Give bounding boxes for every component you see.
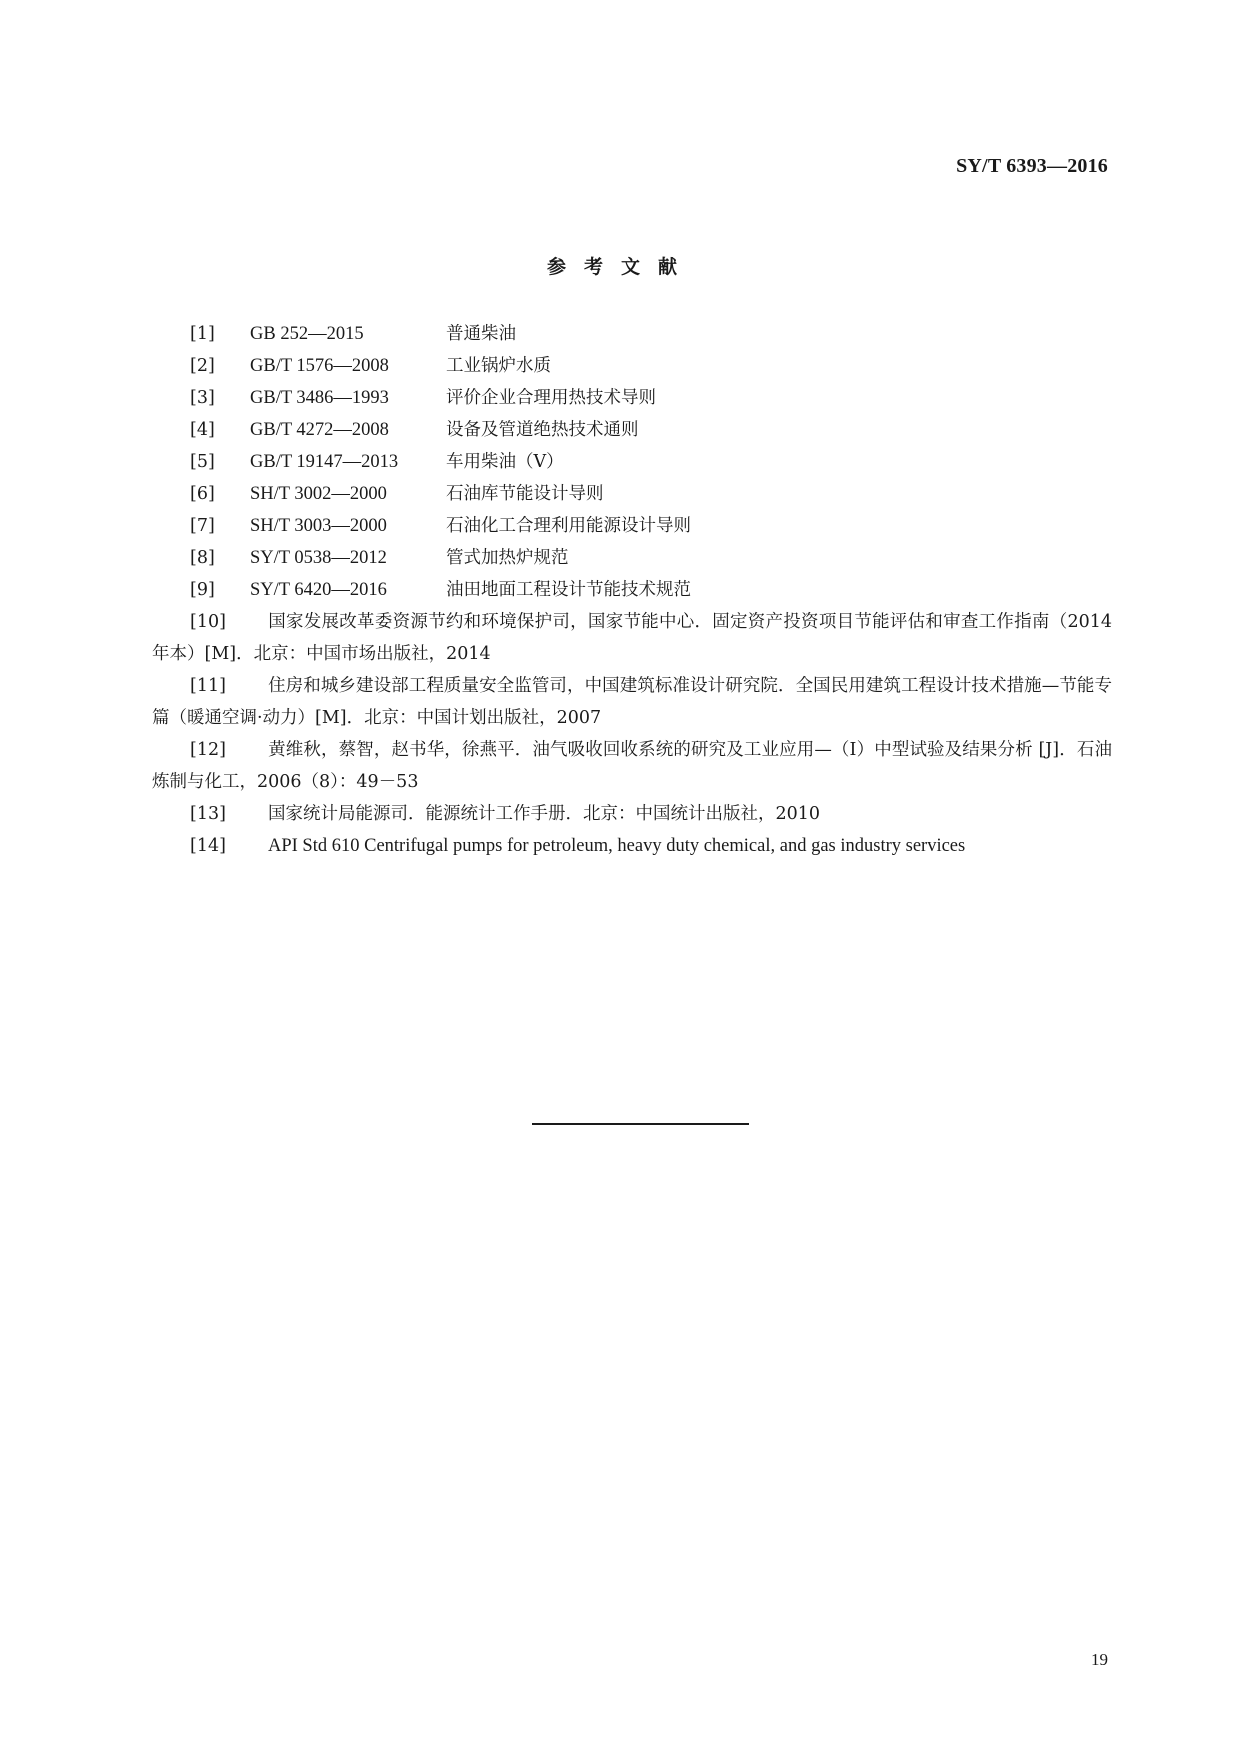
reference-number: [6] (190, 484, 215, 504)
reference-number: [2] (190, 356, 215, 376)
page-number: 19 (1091, 1650, 1108, 1669)
reference-number: [1] (190, 324, 215, 344)
reference-item-1 (152, 318, 1112, 350)
reference-title: 普通柴油 (446, 324, 516, 344)
reference-title: 石油库节能设计导则 (446, 484, 604, 504)
reference-item-5 (152, 446, 1112, 478)
reference-list (152, 318, 1112, 862)
reference-item-3 (152, 382, 1112, 414)
reference-number: [4] (190, 420, 215, 440)
reference-code: GB/T 3486—1993 (250, 388, 389, 408)
reference-title: 工业锅炉水质 (446, 356, 551, 376)
reference-number: [7] (190, 516, 215, 536)
reference-title: 设备及管道绝热技术通则 (446, 420, 639, 440)
section-title: 参考文献 (546, 256, 695, 278)
reference-text: 国家发展改革委资源节约和环境保护司，国家节能中心．固定资产投资项目节能评估和审查工作指南（2014年本）[M]．北京：中国市场出版社，2014 (152, 612, 1112, 664)
end-of-document-rule (532, 1123, 749, 1125)
reference-item-6 (152, 478, 1112, 510)
reference-title: 油田地面工程设计节能技术规范 (446, 580, 691, 600)
reference-title: 车用柴油（V） (446, 452, 564, 472)
reference-code: SH/T 3002—2000 (250, 484, 387, 504)
reference-item-7 (152, 510, 1112, 542)
reference-number: [3] (190, 388, 215, 408)
reference-text: API Std 610 Centrifugal pumps for petroleum, heavy duty chemical, and gas industry services (268, 836, 966, 856)
reference-number: [10] (190, 612, 226, 632)
reference-text: 住房和城乡建设部工程质量安全监管司，中国建筑标准设计研究院．全国民用建筑工程设计技术措施—节能专篇（暖通空调·动力）[M]．北京：中国计划出版社，2007 (152, 676, 1112, 728)
reference-title: 评价企业合理用热技术导则 (446, 388, 656, 408)
reference-number: [5] (190, 452, 215, 472)
reference-number: [9] (190, 580, 215, 600)
reference-number: [8] (190, 548, 215, 568)
reference-number: [12] (190, 740, 226, 760)
reference-item-8 (152, 542, 1112, 574)
reference-code: GB/T 4272—2008 (250, 420, 389, 440)
reference-text: 黄维秋，蔡智，赵书华，徐燕平．油气吸收回收系统的研究及工业应用—（I）中型试验及结果分析 [J]．石油炼制与化工，2006（8）：49－53 (152, 740, 1112, 792)
reference-code: GB 252—2015 (250, 324, 364, 344)
reference-item-9 (152, 574, 1112, 606)
standard-number: SY/T 6393—2016 (956, 155, 1108, 177)
reference-item-13 (152, 798, 1112, 830)
reference-title: 石油化工合理利用能源设计导则 (446, 516, 691, 536)
reference-item-4 (152, 414, 1112, 446)
reference-item-14 (152, 830, 1112, 862)
reference-item-12 (152, 734, 1112, 798)
reference-item-11 (152, 670, 1112, 734)
reference-number: [11] (190, 676, 226, 696)
reference-code: GB/T 19147—2013 (250, 452, 399, 472)
reference-number: [14] (190, 836, 226, 856)
reference-number: [13] (190, 804, 226, 824)
reference-code: SY/T 0538—2012 (250, 548, 387, 568)
reference-item-2 (152, 350, 1112, 382)
reference-title: 管式加热炉规范 (446, 548, 569, 568)
reference-code: SY/T 6420—2016 (250, 580, 387, 600)
reference-text: 国家统计局能源司．能源统计工作手册．北京：中国统计出版社，2010 (268, 804, 821, 824)
reference-code: SH/T 3003—2000 (250, 516, 387, 536)
reference-code: GB/T 1576—2008 (250, 356, 389, 376)
reference-item-10 (152, 606, 1112, 670)
